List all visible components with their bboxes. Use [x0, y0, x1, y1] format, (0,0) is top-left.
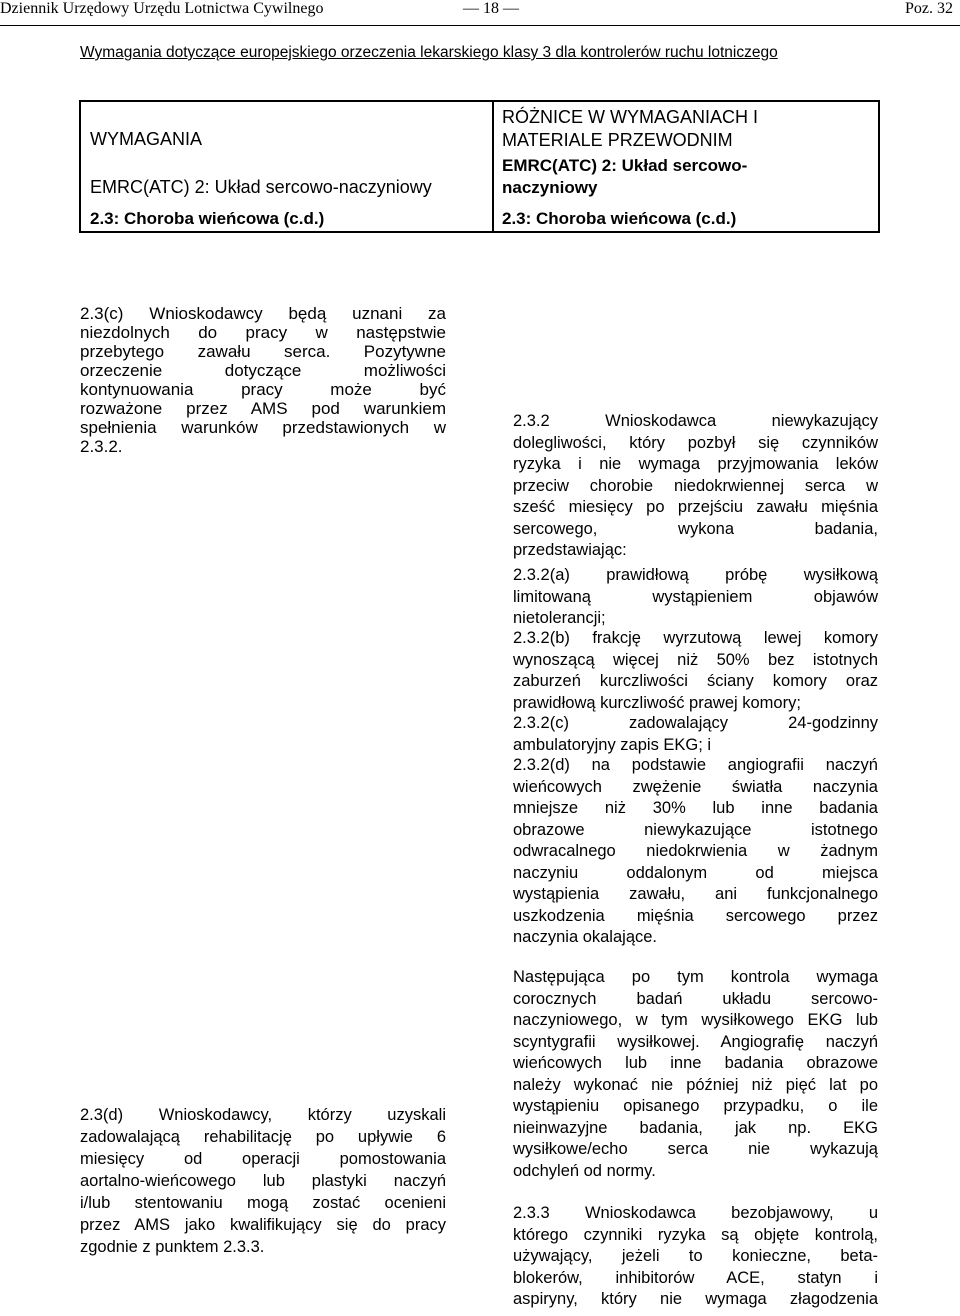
paragraph-2-3-3: [513, 1203, 878, 1311]
text-line: Następująca po tym kontrola wymaga: [513, 968, 878, 986]
text-line: 2.3.2.: [80, 437, 123, 456]
right-column-section-2: naczyniowy: [502, 178, 598, 197]
text-line: 2.3.2(b) frakcję wyrzutową lewej komory: [513, 629, 878, 647]
text-line: i/lub stentowaniu mogą zostać ocenieni: [80, 1194, 446, 1212]
left-column-section: EMRC(ATC) 2: Układ sercowo-naczyniowy: [90, 177, 432, 197]
text-line: niezdolnych do pracy w następstwie: [80, 323, 446, 342]
right-column-section-1: EMRC(ATC) 2: Układ sercowo-: [502, 156, 748, 175]
text-line: prawidłową kurczliwość prawej komory;: [513, 693, 801, 712]
paragraph-2-3-2-d: [513, 755, 878, 949]
paragraph-2-3-2-a: [513, 565, 878, 630]
text-line: obrazowe niewykazujące istotnego: [513, 820, 878, 839]
left-column-title: WYMAGANIA: [90, 129, 203, 149]
text-line: aortalno-wieńcowego lub plastyki naczyń: [80, 1172, 446, 1190]
paragraph-2-3-2: [513, 411, 878, 562]
right-column-subsection: 2.3: Choroba wieńcowa (c.d.): [502, 209, 737, 228]
text-line: nieinwazyjne badania, jak np. EKG: [513, 1118, 878, 1137]
text-line: zaburzeń kurczliwości ściany komory oraz: [513, 672, 878, 690]
paragraph-2-3-d: [80, 1104, 446, 1258]
text-line: wysiłkowe/echo serca nie wykazują: [513, 1140, 878, 1158]
paragraph-2-3-2-c: [513, 713, 878, 756]
text-line: przez AMS jako kwalifikujący się do pracy: [80, 1216, 446, 1234]
text-line: używający, jeżeli to konieczne, beta-: [513, 1247, 878, 1265]
text-line: wynoszącą więcej niż 50% bez istotnych: [513, 650, 878, 669]
page-number: — 18 —: [463, 0, 519, 17]
text-line: wieńcowych zwężenie światła naczynia: [513, 777, 878, 796]
text-line: 2.3(c) Wnioskodawcy będą uznani za: [80, 304, 446, 323]
text-line: 2.3.2 Wnioskodawca niewykazujący: [513, 412, 878, 430]
text-line: zgodnie z punktem 2.3.3.: [80, 1238, 265, 1256]
text-line: blokerów, inhibitorów ACE, statyn i: [513, 1268, 878, 1287]
right-column-title-2: MATERIALE PRZEWODNIM: [502, 130, 733, 150]
text-line: naczyniu oddalonym od miejsca: [513, 863, 878, 882]
text-line: zadowalającą rehabilitację po upływie 6: [80, 1128, 446, 1146]
paragraph-2-3-2-b: [513, 628, 878, 714]
text-line: ryzyka i nie wymaga przyjmowania leków: [513, 455, 878, 473]
text-line: przebytego zawału serca. Pozytywne: [80, 342, 446, 361]
text-line: orzeczenie dotyczące możliwości: [80, 361, 446, 380]
left-column-subsection: 2.3: Choroba wieńcowa (c.d.): [90, 209, 325, 228]
text-line: dolegliwości, który pozbył się czynników: [513, 433, 878, 452]
text-line: nietolerancji;: [513, 609, 606, 627]
text-line: przeciw chorobie niedokrwiennej serca w: [513, 476, 878, 495]
document-subtitle: Wymagania dotyczące europejskiego orzeczenia lekarskiego klasy 3 dla kontrolerów ruchu lotniczego: [80, 44, 778, 61]
header-rule: [0, 25, 960, 26]
text-line: odchyleń od normy.: [513, 1161, 656, 1180]
text-line: wystąpieniu opisanego przypadku, o ile: [513, 1097, 878, 1115]
text-line: miesięcy od operacji pomostowania: [80, 1150, 446, 1168]
position-number: Poz. 32: [905, 0, 953, 17]
text-line: corocznych badań układu sercowo-: [513, 989, 878, 1008]
text-line: scyntygrafii wysiłkowej. Angiografię naczyń: [513, 1032, 878, 1051]
text-line: ambulatoryjny zapis EKG; i: [513, 735, 712, 754]
text-line: wystąpienia zawału, ani funkcjonalnego: [513, 885, 878, 903]
text-line: 2.3.2(a) prawidłową próbę wysiłkową: [513, 566, 878, 584]
text-line: przedstawiając:: [513, 541, 627, 559]
text-line: naczynia okalające.: [513, 928, 658, 946]
text-line: uszkodzenia mięśnia sercowego przez: [513, 906, 878, 925]
text-line: 2.3.2(c) zadowalający 24-godzinny: [513, 714, 878, 732]
text-line: odwracalnego niedokrwienia w żadnym: [513, 842, 878, 860]
text-line: 2.3(d) Wnioskodawcy, którzy uzyskali: [80, 1106, 446, 1124]
text-line: naczyniowego, w tym wysiłkowego EKG lub: [513, 1011, 878, 1029]
paragraph-follow-up: [513, 967, 878, 1182]
table-divider: [492, 102, 494, 231]
text-line: sześć miesięcy po przejściu zawału mięśnia: [513, 498, 878, 516]
text-line: którego czynniki ryzyka są objęte kontrolą,: [513, 1225, 878, 1244]
text-line: mniejsze niż 30% lub inne badania: [513, 799, 878, 817]
text-line: 2.3.2(d) na podstawie angiografii naczyń: [513, 756, 878, 774]
text-line: sercowego, wykona badania,: [513, 519, 878, 538]
paragraph-2-3-c: [80, 304, 446, 456]
right-column-title-1: RÓŻNICE W WYMAGANIACH I: [502, 107, 758, 127]
text-line: spełnienia warunków przedstawionych w: [80, 418, 446, 437]
text-line: 2.3.3 Wnioskodawca bezobjawowy, u: [513, 1204, 878, 1222]
requirements-header-table: [79, 100, 880, 233]
text-line: należy wykonać nie później niż pięć lat po: [513, 1075, 878, 1094]
text-line: aspiryny, który nie wymaga złagodzenia: [513, 1290, 878, 1308]
text-line: wieńcowych lub inne badania obrazowe: [513, 1054, 878, 1072]
text-line: limitowaną wystąpieniem objawów: [513, 587, 878, 606]
journal-title: Dziennik Urzędowy Urzędu Lotnictwa Cywilnego: [0, 0, 324, 17]
text-line: rozważone przez AMS pod warunkiem: [80, 399, 446, 418]
text-line: kontynuowania pracy może być: [80, 380, 446, 399]
